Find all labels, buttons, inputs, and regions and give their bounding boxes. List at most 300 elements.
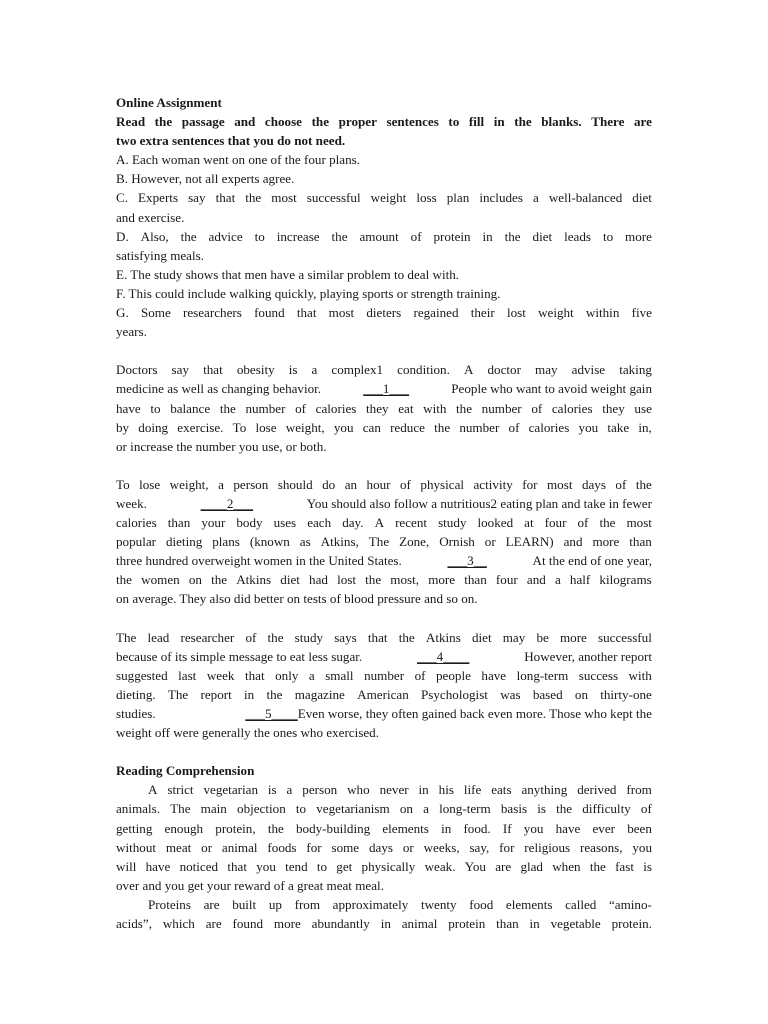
word: foods — [267, 839, 297, 855]
word: There — [591, 114, 625, 130]
option-c-line-2: and exercise. — [116, 209, 185, 225]
word: increase — [276, 228, 320, 244]
word: protein — [448, 916, 486, 932]
word: food — [469, 896, 494, 912]
word: lose — [255, 419, 277, 435]
word: person — [233, 476, 269, 492]
word: dieters — [366, 305, 402, 321]
word: say — [188, 190, 206, 206]
word: found — [232, 916, 264, 932]
reading-p1-line-1 — [116, 780, 652, 799]
word: physically — [361, 858, 416, 874]
word: approximately — [332, 896, 409, 912]
option-g-line-1 — [116, 303, 652, 322]
passage-p1-line-5: or increase the number you use, or both. — [116, 438, 327, 454]
word: You — [464, 858, 486, 874]
word: of — [295, 400, 307, 416]
word: more — [428, 572, 456, 588]
reading-p1-line-6: over and you get your reward of a great meat meal. — [116, 877, 384, 893]
word: of — [615, 476, 627, 492]
passage-p3-line-4 — [116, 685, 652, 704]
word: weight — [370, 190, 407, 206]
word: LEARN) — [505, 534, 554, 550]
p2-text-after-blank: You should also follow a nutritious2 eating plan and take in fewer — [306, 495, 652, 511]
word: each — [307, 515, 332, 531]
word: eats — [491, 782, 512, 798]
word: dieting. — [116, 686, 156, 702]
word: recent — [395, 515, 428, 531]
word: lost — [337, 572, 357, 588]
word: they — [366, 400, 389, 416]
word: complex1 — [331, 362, 384, 378]
word: long-term — [439, 801, 491, 817]
word: than — [167, 515, 191, 531]
word: doctor — [487, 362, 521, 378]
word: objection — [237, 801, 286, 817]
word: will — [116, 858, 137, 874]
word: of — [410, 228, 422, 244]
word: are — [634, 114, 652, 130]
word: as — [299, 534, 311, 550]
passage-p3-line-6: weight off were generally the ones who exercised. — [116, 725, 379, 741]
word: which — [162, 916, 195, 932]
word: is — [288, 362, 298, 378]
word: or — [484, 534, 496, 550]
word: had — [309, 572, 328, 588]
reading-title: Reading Comprehension — [116, 763, 255, 779]
word: G. — [116, 305, 129, 321]
word: the — [266, 686, 283, 702]
word: from — [626, 782, 652, 798]
word: doing — [138, 419, 169, 435]
word: without — [116, 839, 157, 855]
word: have — [145, 858, 171, 874]
word: person — [302, 782, 338, 798]
word: activity — [473, 476, 513, 492]
reading-p1-line-2 — [116, 799, 652, 818]
document-page — [116, 93, 652, 933]
word: based — [532, 686, 563, 702]
word: to — [448, 114, 460, 130]
word: abundantly — [311, 916, 370, 932]
word: or — [201, 839, 213, 855]
word: vegetarianism — [316, 801, 390, 817]
word: popular — [116, 534, 156, 550]
word: for — [499, 839, 515, 855]
word: long-term — [516, 667, 569, 683]
word: than — [464, 572, 487, 588]
word: life — [463, 782, 482, 798]
word: report — [200, 686, 232, 702]
word: Atkins, — [320, 534, 359, 550]
word: magazine — [294, 686, 345, 702]
word: the — [267, 820, 284, 836]
word: women — [141, 572, 180, 588]
word: advise — [571, 362, 606, 378]
word: most, — [390, 572, 420, 588]
passage-p3-line-2 — [116, 647, 652, 666]
word: advice — [208, 228, 243, 244]
word: vegetarian — [203, 782, 258, 798]
word: of — [640, 801, 652, 817]
word: calories — [528, 419, 570, 435]
word: main — [200, 801, 227, 817]
word: regained — [413, 305, 459, 321]
word: condition. — [397, 362, 450, 378]
word: built — [232, 896, 257, 912]
word: number — [459, 419, 500, 435]
word: researcher — [180, 629, 235, 645]
word: is — [537, 801, 546, 817]
word: enough — [164, 820, 204, 836]
word: of — [400, 476, 411, 492]
word: eat — [398, 400, 414, 416]
word: includes — [479, 190, 523, 206]
word: on — [574, 686, 588, 702]
word: to — [150, 400, 161, 416]
word: body — [236, 515, 263, 531]
word: of — [577, 515, 589, 531]
word: the — [589, 858, 606, 874]
word: leads — [564, 228, 592, 244]
blank-4[interactable]: ___4____ — [417, 648, 470, 664]
word: that — [203, 362, 223, 378]
word: elements — [382, 820, 429, 836]
word: a — [286, 782, 293, 798]
word: To — [116, 476, 130, 492]
word: have — [555, 820, 581, 836]
word: some — [331, 839, 360, 855]
word: the — [556, 801, 573, 817]
word: successful — [598, 629, 652, 645]
word: fast — [615, 858, 634, 874]
word: number — [481, 400, 522, 416]
passage-p1-line-3 — [116, 399, 652, 418]
word: kilograms — [599, 572, 652, 588]
word: Psychologist — [421, 686, 488, 702]
word: The — [167, 686, 189, 702]
blank-2[interactable]: ____2___ — [200, 495, 254, 511]
word: If — [502, 820, 512, 836]
word: say — [171, 362, 190, 378]
word: and — [526, 572, 546, 588]
word: and — [234, 114, 256, 130]
word: taking — [619, 362, 652, 378]
word: choose — [264, 114, 302, 130]
word: of — [245, 629, 257, 645]
word: proper — [338, 114, 377, 130]
blank-1[interactable]: ___1___ — [363, 381, 410, 397]
word: week — [206, 667, 235, 683]
word: be — [536, 629, 549, 645]
word: in — [380, 916, 391, 932]
option-d-line-1 — [116, 227, 652, 246]
word: with — [628, 667, 652, 683]
word: within — [585, 305, 620, 321]
option-f: F. This could include walking quickly, playing sports or strength training. — [116, 285, 501, 301]
word: you — [333, 419, 354, 435]
word: the — [116, 572, 132, 588]
word: four — [544, 515, 567, 531]
word: uses — [273, 515, 297, 531]
word: number — [245, 400, 286, 416]
word: an — [344, 476, 358, 492]
word: protein. — [611, 916, 652, 932]
word: ever — [592, 820, 616, 836]
word: the — [267, 629, 284, 645]
word: American — [357, 686, 409, 702]
reading-p2-line-1 — [116, 895, 652, 914]
word: last — [178, 667, 197, 683]
word: study — [438, 515, 467, 531]
word: calories — [551, 400, 593, 416]
word: called — [565, 896, 597, 912]
word: say, — [469, 839, 490, 855]
word: for — [306, 839, 322, 855]
word: in — [482, 228, 493, 244]
word: in — [244, 686, 255, 702]
word: loss — [416, 190, 437, 206]
word: basis — [500, 801, 528, 817]
word: days — [581, 476, 606, 492]
word: in — [441, 820, 452, 836]
word: weeks, — [423, 839, 460, 855]
word: that — [367, 629, 388, 645]
p3-text-after-blank-5: Even worse, they often gained back even more. Those who kept the — [297, 706, 652, 721]
word: blanks. — [541, 114, 582, 130]
word: Zone, — [399, 534, 430, 550]
word: sentences — [386, 114, 439, 130]
instructions-line-1 — [116, 112, 652, 131]
word: that — [215, 190, 236, 206]
word: from — [294, 896, 321, 912]
word: are — [205, 916, 222, 932]
word: been — [627, 820, 652, 836]
passage-p1-line-4 — [116, 418, 652, 437]
blank-5[interactable]: ___5____ — [245, 706, 298, 721]
passage-p2-line-6 — [116, 570, 652, 589]
word: that — [227, 858, 247, 874]
word: says — [334, 629, 357, 645]
word: get — [336, 858, 353, 874]
word: a — [423, 801, 429, 817]
word: passage — [181, 114, 225, 130]
word: is — [643, 858, 652, 874]
passage-p1-line-2 — [116, 379, 652, 398]
word: by — [116, 419, 130, 435]
word: Also, — [140, 228, 169, 244]
word: more — [273, 916, 301, 932]
passage-p3-line-5 — [116, 704, 652, 723]
word: study — [294, 629, 324, 645]
word: the — [599, 515, 616, 531]
word: looked — [477, 515, 514, 531]
word: diet — [632, 190, 652, 206]
word: thirty-one — [600, 686, 652, 702]
word: of — [414, 667, 426, 683]
word: to — [602, 228, 614, 244]
word: meat — [165, 839, 192, 855]
word: balance — [170, 400, 211, 416]
word: was — [500, 686, 521, 702]
word: the — [219, 400, 236, 416]
word: most — [547, 476, 573, 492]
word: body-building — [295, 820, 371, 836]
word: is — [267, 782, 277, 798]
word: weight, — [169, 476, 209, 492]
word: use — [634, 400, 652, 416]
word: that — [296, 305, 317, 321]
word: diet — [471, 629, 492, 645]
word: on — [399, 801, 413, 817]
word: in — [418, 782, 429, 798]
passage-p2-line-4 — [116, 532, 652, 551]
word: the — [365, 572, 382, 588]
passage-p2-line-1 — [116, 475, 652, 494]
word: calories — [116, 515, 157, 531]
word: lost — [506, 305, 526, 321]
option-a: A. Each woman went on one of the four plans. — [116, 152, 360, 168]
word: lose — [139, 476, 161, 492]
word: vegetable — [550, 916, 601, 932]
passage-p2-line-7: on average. They also did better on tests of blood pressure and so on. — [116, 591, 478, 607]
reading-p1-line-5 — [116, 857, 652, 876]
word: you — [578, 419, 599, 435]
option-b: B. However, not all experts agree. — [116, 171, 295, 187]
passage-p3-line-3 — [116, 666, 652, 685]
word: suggested — [116, 667, 168, 683]
word: day. — [342, 515, 364, 531]
word: weak. — [424, 858, 456, 874]
word: reasons, — [579, 839, 623, 855]
word: A — [148, 782, 158, 798]
word: physical — [420, 476, 465, 492]
word: than — [629, 534, 652, 550]
word: have — [481, 667, 507, 683]
word: acids”, — [116, 916, 152, 932]
word: his — [438, 782, 454, 798]
p3-text-before-blank-5: studies. — [116, 706, 156, 721]
word: at — [524, 515, 534, 531]
word: when — [552, 858, 581, 874]
option-g-line-2: years. — [116, 324, 147, 340]
word: derived — [577, 782, 617, 798]
word: strict — [167, 782, 194, 798]
word: your — [201, 515, 226, 531]
word: should — [277, 476, 313, 492]
word: take — [607, 419, 630, 435]
word: plan — [446, 190, 470, 206]
word: of — [531, 400, 543, 416]
word: D. — [116, 228, 129, 244]
word: may — [502, 629, 526, 645]
word: to — [254, 228, 265, 244]
word: a — [218, 476, 224, 492]
word: have — [116, 400, 141, 416]
word: getting — [116, 820, 153, 836]
word: the — [514, 114, 532, 130]
reading-p1-line-3 — [116, 819, 652, 838]
word: with — [423, 400, 447, 416]
word: dieting — [165, 534, 203, 550]
word: in — [529, 916, 540, 932]
word: may — [535, 362, 558, 378]
word: lead — [147, 629, 170, 645]
word: half — [569, 572, 591, 588]
blank-3[interactable]: ___3__ — [447, 553, 487, 569]
passage-p2-line-5 — [116, 551, 652, 570]
p2-text-before-blank-3: three hundred overweight women in the United States. — [116, 553, 402, 569]
word: are — [495, 858, 512, 874]
word: reduce — [390, 419, 425, 435]
word: obesity — [236, 362, 275, 378]
word: you — [632, 839, 652, 855]
word: more — [559, 629, 587, 645]
word: in — [493, 114, 505, 130]
word: The — [116, 629, 137, 645]
word: protein — [433, 228, 471, 244]
option-e: E. The study shows that men have a similar problem to deal with. — [116, 266, 460, 282]
word: The — [368, 534, 390, 550]
p2-text-before-blank: week. — [116, 495, 147, 511]
word: The — [170, 801, 191, 817]
word: success — [578, 667, 619, 683]
word: animal — [221, 839, 258, 855]
word: glad — [520, 858, 543, 874]
word: found — [254, 305, 285, 321]
passage-p1-line-1 — [116, 360, 652, 379]
word: the — [398, 629, 415, 645]
p1-text-before-blank: medicine as well as changing behavior. — [116, 381, 322, 397]
word: five — [631, 305, 652, 321]
word: than — [496, 916, 519, 932]
passage-p3-line-1 — [116, 628, 652, 647]
word: elements — [505, 896, 553, 912]
word: most — [328, 305, 355, 321]
word: weight, — [285, 419, 325, 435]
word: number — [364, 667, 405, 683]
word: A — [463, 362, 474, 378]
word: do — [322, 476, 336, 492]
word: more — [592, 534, 620, 550]
word: a — [532, 190, 539, 206]
word: a — [311, 362, 318, 378]
word: the — [504, 228, 521, 244]
word: the — [154, 114, 173, 130]
word: Experts — [138, 190, 179, 206]
word: most — [626, 515, 652, 531]
word: or — [402, 839, 414, 855]
word: researchers — [182, 305, 242, 321]
word: difficulty — [582, 801, 631, 817]
word: you — [523, 820, 544, 836]
word: and — [563, 534, 583, 550]
word: twenty — [420, 896, 457, 912]
word: Atkins — [236, 572, 272, 588]
word: calories — [315, 400, 357, 416]
passage-p2-line-2 — [116, 494, 652, 513]
word: Proteins — [148, 896, 191, 912]
p3-text-before-blank: because of its simple message to eat less sugar. — [116, 648, 363, 664]
word: Read — [116, 114, 146, 130]
word: fill — [468, 114, 485, 130]
word: they — [602, 400, 625, 416]
word: are — [203, 896, 220, 912]
word: their — [470, 305, 495, 321]
p1-text-after-blank: People who want to avoid weight gain — [451, 381, 652, 397]
word: exercise. — [177, 419, 224, 435]
reading-p1-line-4 — [116, 838, 652, 857]
